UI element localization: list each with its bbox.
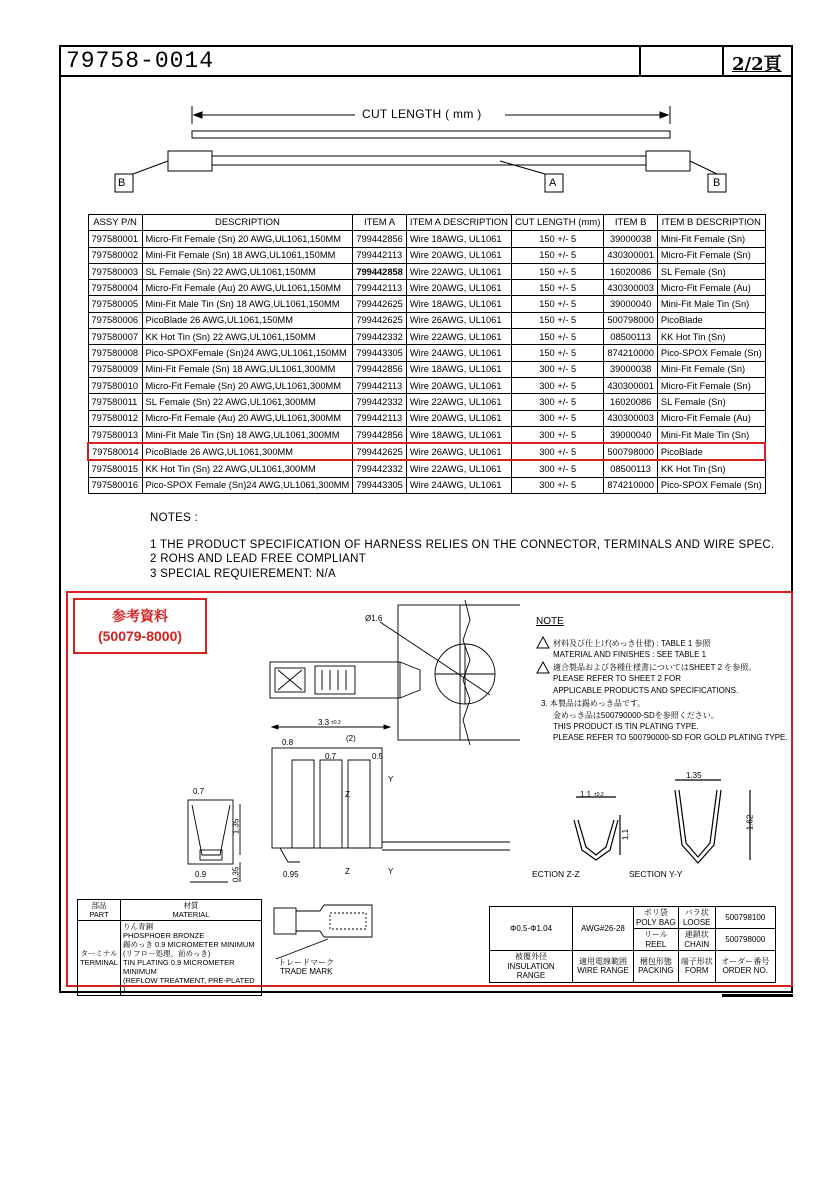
note-line: THIS PRODUCT IS TIN PLATING TYPE. (553, 722, 699, 731)
table-cell: Wire 20AWG, UL1061 (406, 247, 511, 263)
trade-mark-drawing (272, 903, 387, 963)
mat-col-part: 部品 (91, 901, 107, 910)
table-cell: Wire 22AWG, UL1061 (406, 394, 511, 410)
table-cell: Wire 24AWG, UL1061 (406, 345, 511, 361)
table-cell: 797580012 (88, 410, 142, 426)
mat-line: TIN PLATING 0.9 MICROMETER MINIMUM (123, 958, 235, 976)
assembly-table (87, 214, 766, 494)
note-line: 3. 本製品は錫めっき品です。 (541, 699, 646, 708)
table-cell: Pico-SPOX Female (Sn) (657, 477, 765, 493)
note-line: 金めっき品は500790000-SDを参照ください。 (553, 711, 719, 720)
table-cell: Wire 18AWG, UL1061 (406, 426, 511, 443)
table-row (88, 410, 765, 426)
note-line: MATERIAL AND FINISHES : SEE TABLE 1 (553, 650, 707, 659)
note-line: 材料及び仕上げ(めっき仕様) : TABLE 1 参照 (553, 639, 711, 648)
label-b-right: B (713, 177, 721, 189)
table-cell: 797580016 (88, 477, 142, 493)
dim-d135r: 1.35 (686, 771, 702, 780)
table-cell: Pico-SPOXFemale (Sn)24 AWG,UL1061,150MM (142, 345, 353, 361)
table-cell: 799442113 (353, 377, 407, 393)
table-cell: Wire 18AWG, UL1061 (406, 296, 511, 312)
table-cell: 799442856 (353, 361, 407, 377)
table-cell: KK Hot Tin (Sn) (657, 460, 765, 477)
table-cell: 39000038 (604, 361, 658, 377)
table-cell: 799442113 (353, 410, 407, 426)
table-cell: 799442856 (353, 231, 407, 247)
table-row (88, 231, 765, 247)
trade-mark-jp: トレードマーク (278, 958, 334, 967)
table-cell: Mini-Fit Female (Sn) (657, 361, 765, 377)
col-assy-pn: ASSY P/N (88, 215, 142, 231)
section-yy-label: SECTION Y-Y (629, 869, 683, 879)
table-cell: 430300003 (604, 410, 658, 426)
table-cell: Mini-Fit Male Tin (Sn) 18 AWG,UL1061,300MM (142, 426, 353, 443)
table-cell: Wire 20AWG, UL1061 (406, 377, 511, 393)
dim-d08: 0.8 (282, 738, 294, 747)
order-pack1-en: POLY BAG (636, 917, 676, 927)
order-form2-en: CHAIN (684, 939, 710, 949)
table-cell: 797580001 (88, 231, 142, 247)
table-cell: SL Female (Sn) (657, 394, 765, 410)
table-cell: 430300001 (604, 377, 658, 393)
table-cell: Mini-Fit Male Tin (Sn) (657, 426, 765, 443)
table-cell: Wire 20AWG, UL1061 (406, 280, 511, 296)
table-cell: 799443305 (353, 477, 407, 493)
table-cell: 797580009 (88, 361, 142, 377)
mat-line: (REFLOW TREATMENT, PRE-PLATED ) (123, 976, 255, 994)
order-awg: AWG#26-28 (573, 907, 634, 951)
order-h-pack-jp: 梱包形態 (639, 956, 672, 966)
table-cell: Micro-Fit Female (Au) 20 AWG,UL1061,300MM (142, 410, 353, 426)
table-cell: 799443305 (353, 345, 407, 361)
table-cell: PicoBlade (657, 312, 765, 328)
table-cell: PicoBlade 26 AWG,UL1061,300MM (142, 443, 353, 460)
col-item-b: ITEM B (604, 215, 658, 231)
table-row (88, 377, 765, 393)
table-cell: 150 +/- 5 (512, 345, 604, 361)
table-cell: PicoBlade 26 AWG,UL1061,150MM (142, 312, 353, 328)
table-cell: 797580015 (88, 460, 142, 477)
table-cell: 300 +/- 5 (512, 410, 604, 426)
table-cell: 797580014 (88, 443, 142, 460)
table-row (88, 329, 765, 345)
dim-d07b: 0.7 (193, 787, 205, 796)
table-cell: 150 +/- 5 (512, 312, 604, 328)
table-cell: 797580007 (88, 329, 142, 345)
note-line: APPLICABLE PRODUCTS AND SPECIFICATIONS. (553, 686, 739, 695)
table-cell: Wire 18AWG, UL1061 (406, 231, 511, 247)
order-h-form-en: FORM (684, 966, 709, 976)
dim-d33-tol: ±0.3 (331, 720, 341, 726)
table-cell: KK Hot Tin (Sn) (657, 329, 765, 345)
note-line: PLEASE REFER TO 500790000-SD FOR GOLD PLATING TYPE. (553, 733, 788, 742)
table-cell: SL Female (Sn) 22 AWG,UL1061,300MM (142, 394, 353, 410)
table-cell: 150 +/- 5 (512, 329, 604, 345)
mat-line: PHOSPHOER BRONZE (123, 931, 205, 940)
col-description: DESCRIPTION (142, 215, 353, 231)
col-item-a: ITEM A (353, 215, 407, 231)
order-table (489, 906, 776, 983)
order-no-2: 500798000 (715, 929, 775, 951)
table-header-row (88, 215, 765, 231)
table-cell: Wire 26AWG, UL1061 (406, 443, 511, 460)
dim-d095: 0.95 (283, 870, 299, 879)
table-cell: 799442625 (353, 443, 407, 460)
cut-length-label: CUT LENGTH ( mm ) (362, 107, 482, 121)
table-cell: 799442856 (353, 426, 407, 443)
dim-d162: 1.62 (745, 814, 755, 831)
table-cell: Micro-Fit Female (Sn) 20 AWG,UL1061,300MM (142, 377, 353, 393)
table-cell: KK Hot Tin (Sn) 22 AWG,UL1061,150MM (142, 329, 353, 345)
table-row (88, 263, 765, 279)
order-h-ins-en: INSULATION RANGE (507, 961, 555, 980)
table-cell: Micro-Fit Female (Sn) 20 AWG,UL1061,150MM (142, 231, 353, 247)
table-cell: 799442113 (353, 280, 407, 296)
table-cell: Wire 18AWG, UL1061 (406, 361, 511, 377)
mat-col-part-en: PART (89, 910, 109, 919)
mat-line: 錫めっき 0.9 MICROMETER MINIMUM (123, 940, 255, 949)
order-insulation: Φ0.5-Φ1.04 (490, 907, 573, 951)
table-cell: 797580006 (88, 312, 142, 328)
mat-col-mat-en: MATERIAL (172, 910, 210, 919)
table-cell: 430300003 (604, 280, 658, 296)
mat-part-jp: ターミナル (80, 949, 118, 958)
notes-title: NOTES : (150, 512, 199, 524)
trade-mark-en: TRADE MARK (280, 967, 333, 976)
table-cell: 430300001 (604, 247, 658, 263)
mat-line: (リフロー処理、前めっき) (123, 949, 211, 958)
order-pack1-jp: ポリ袋 (643, 908, 668, 917)
table-cell: 39000040 (604, 426, 658, 443)
table-cell: 08500113 (604, 329, 658, 345)
table-cell: 799442625 (353, 296, 407, 312)
dim-z-top: Z (345, 790, 350, 799)
table-cell: 08500113 (604, 460, 658, 477)
order-h-wire-jp: 適用電線範囲 (579, 956, 627, 966)
note-title: NOTE (536, 616, 564, 627)
table-row (88, 345, 765, 361)
table-cell: 500798000 (604, 312, 658, 328)
table-cell: Pico-SPOX Female (Sn)24 AWG,UL1061,300MM (142, 477, 353, 493)
table-cell: 150 +/- 5 (512, 263, 604, 279)
page-indicator: 2/2頁 (732, 54, 782, 75)
table-cell: 799442332 (353, 329, 407, 345)
col-item-a-desc: ITEM A DESCRIPTION (406, 215, 511, 231)
dim-y-top: Y (388, 775, 394, 784)
table-cell: 39000040 (604, 296, 658, 312)
table-cell: 799442113 (353, 247, 407, 263)
table-cell: Micro-Fit Female (Sn) (657, 377, 765, 393)
dim-d09: 0.9 (195, 870, 207, 879)
table-row (88, 477, 765, 493)
material-table (77, 899, 262, 996)
table-cell: Wire 24AWG, UL1061 (406, 477, 511, 493)
table-cell: 797580002 (88, 247, 142, 263)
col-item-b-desc: ITEM B DESCRIPTION (657, 215, 765, 231)
table-cell: Pico-SPOX Female (Sn) (657, 345, 765, 361)
note-item: 1 THE PRODUCT SPECIFICATION OF HARNESS RELIES ON THE CONNECTOR, TERMINALS AND WIRE SPEC. (150, 539, 775, 551)
dim-d11v: 1.1 (621, 828, 631, 841)
mat-line: りん青銅 (123, 922, 153, 931)
note-line: PLEASE REFER TO SHEET 2 FOR (553, 674, 682, 683)
order-h-order-en: ORDER NO. (722, 966, 768, 976)
bottom-bar (722, 994, 793, 997)
table-cell: 300 +/- 5 (512, 394, 604, 410)
table-cell: 797580004 (88, 280, 142, 296)
table-row (88, 394, 765, 410)
table-row (88, 280, 765, 296)
order-form2-jp: 連鎖状 (684, 930, 709, 939)
table-cell: Micro-Fit Female (Au) (657, 280, 765, 296)
table-cell: Mini-Fit Female (Sn) (657, 231, 765, 247)
table-row (88, 443, 765, 460)
mat-col-mat: 材質 (183, 901, 199, 910)
table-row (88, 312, 765, 328)
note-item: 2 ROHS AND LEAD FREE COMPLIANT (150, 553, 367, 565)
order-pack2-jp: リール (643, 930, 668, 939)
title-divider (639, 45, 641, 77)
order-h-ins-jp: 被覆外径 (515, 952, 547, 961)
order-form1-en: LOOSE (682, 917, 711, 927)
table-cell: Wire 26AWG, UL1061 (406, 312, 511, 328)
dim-d33: 3.3 (318, 718, 330, 727)
order-no-1: 500798100 (715, 907, 775, 929)
col-cut-length: CUT LENGTH (mm) (512, 215, 604, 231)
dim-d2: (2) (346, 734, 356, 743)
table-cell: 799442332 (353, 460, 407, 477)
table-cell: Wire 22AWG, UL1061 (406, 329, 511, 345)
table-cell: 150 +/- 5 (512, 280, 604, 296)
order-h-pack-en: PACKING (638, 966, 674, 976)
note-item: 3 SPECIAL REQUIEREMENT: N/A (150, 568, 336, 580)
table-cell: 874210000 (604, 477, 658, 493)
table-cell: KK Hot Tin (Sn) 22 AWG,UL1061,300MM (142, 460, 353, 477)
table-cell: Micro-Fit Female (Au) 20 AWG,UL1061,150MM (142, 280, 353, 296)
table-cell: 300 +/- 5 (512, 443, 604, 460)
table-cell: Mini-Fit Female (Sn) 18 AWG,UL1061,150MM (142, 247, 353, 263)
table-row (88, 361, 765, 377)
table-row (88, 426, 765, 443)
table-cell: 799442625 (353, 312, 407, 328)
dim-z-bottom: Z (345, 867, 350, 876)
section-zz-label: ECTION Z-Z (532, 869, 580, 879)
table-cell: 300 +/- 5 (512, 361, 604, 377)
table-cell: 797580008 (88, 345, 142, 361)
table-cell: 797580013 (88, 426, 142, 443)
order-pack2-en: REEL (645, 939, 667, 949)
title-divider (722, 45, 724, 77)
table-cell: Mini-Fit Male Tin (Sn) 18 AWG,UL1061,150MM (142, 296, 353, 312)
dim-d16: Ø1.6 (365, 614, 383, 623)
table-cell: 797580003 (88, 263, 142, 279)
table-cell: SL Female (Sn) 22 AWG,UL1061,150MM (142, 263, 353, 279)
table-cell: 797580005 (88, 296, 142, 312)
terminal-drawing (180, 600, 530, 890)
table-cell: 797580010 (88, 377, 142, 393)
table-cell: Mini-Fit Male Tin (Sn) (657, 296, 765, 312)
note-line: 適合製品および各種仕様書についてはSHEET 2 を参照。 (553, 663, 757, 672)
reference-label-no: (50079-8000) (97, 628, 183, 644)
order-h-wire-en: WIRE RANGE (577, 966, 629, 976)
dim-d11-tol: ±0.3 (594, 792, 604, 798)
table-cell: 300 +/- 5 (512, 460, 604, 477)
table-row (88, 460, 765, 477)
order-form1-jp: バラ状 (684, 908, 709, 917)
part-number: 79758-0014 (66, 48, 215, 74)
table-cell: 799442858 (353, 263, 407, 279)
table-cell: 150 +/- 5 (512, 296, 604, 312)
table-cell: 39000038 (604, 231, 658, 247)
order-h-order-jp: オーダー番号 (721, 956, 770, 966)
dim-d05: 0.5 (372, 752, 384, 761)
table-cell: Wire 22AWG, UL1061 (406, 263, 511, 279)
table-cell: 300 +/- 5 (512, 426, 604, 443)
table-cell: 797580011 (88, 394, 142, 410)
table-cell: PicoBlade (657, 443, 765, 460)
warning-triangle-icons (536, 636, 550, 676)
reference-label-jp: 参考資料 (112, 608, 168, 624)
table-cell: Micro-Fit Female (Sn) (657, 247, 765, 263)
table-cell: Mini-Fit Female (Sn) 18 AWG,UL1061,300MM (142, 361, 353, 377)
table-cell: Wire 22AWG, UL1061 (406, 460, 511, 477)
table-row (88, 247, 765, 263)
dim-y-bottom: Y (388, 867, 394, 876)
label-b-left: B (118, 177, 126, 189)
order-h-form-jp: 端子形状 (680, 956, 713, 966)
dim-d11: 1.1 (580, 790, 592, 799)
table-cell: 300 +/- 5 (512, 477, 604, 493)
table-cell: 799442332 (353, 394, 407, 410)
dim-d135: 1.35 (231, 818, 241, 835)
label-a: A (549, 177, 557, 189)
dim-d07: 0.7 (325, 752, 337, 761)
table-cell: 874210000 (604, 345, 658, 361)
table-cell: Wire 20AWG, UL1061 (406, 410, 511, 426)
dim-d035: 0.35 (231, 866, 241, 883)
table-cell: Micro-Fit Female (Au) (657, 410, 765, 426)
table-cell: 16020086 (604, 263, 658, 279)
mat-part-en: TERMINAL (80, 958, 118, 967)
table-row (88, 296, 765, 312)
table-cell: 500798000 (604, 443, 658, 460)
table-cell: 300 +/- 5 (512, 377, 604, 393)
table-cell: 150 +/- 5 (512, 247, 604, 263)
table-cell: 16020086 (604, 394, 658, 410)
table-cell: 150 +/- 5 (512, 231, 604, 247)
table-cell: SL Female (Sn) (657, 263, 765, 279)
